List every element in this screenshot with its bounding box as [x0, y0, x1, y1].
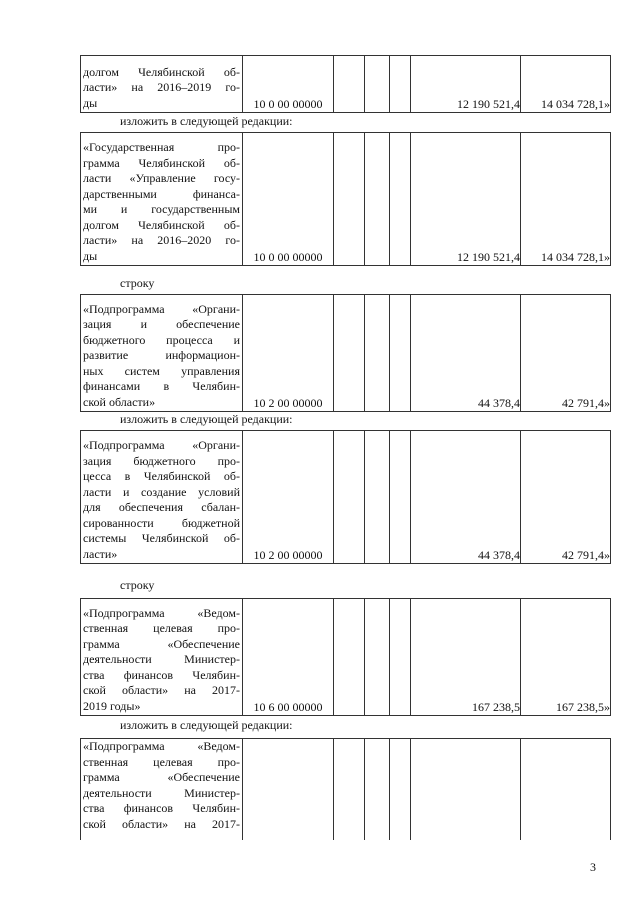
- empty-cell: [365, 431, 390, 564]
- empty-cell: [334, 431, 365, 564]
- row-name-line: системы Челябинской об-: [83, 531, 240, 545]
- row-name-line: грамма «Обеспечение: [83, 636, 240, 651]
- amount-2021: 14 034 728,1»: [521, 133, 611, 266]
- budget-code: [243, 739, 334, 841]
- row-name-line: ласти и создание условий: [83, 484, 240, 499]
- empty-cell: [365, 739, 390, 841]
- row-name-line: «Подпрограмма «Ведом-: [83, 739, 240, 753]
- row-name-line: деятельности Министер-: [83, 652, 240, 666]
- row-name-line: «Подпрограмма «Органи-: [83, 301, 240, 316]
- row-name-line: финансами в Челябин-: [83, 379, 240, 393]
- budget-code: 10 2 00 00000: [243, 295, 334, 412]
- empty-cell: [334, 133, 365, 266]
- empty-cell: [390, 739, 411, 841]
- row-name-cell: [81, 295, 243, 412]
- empty-cell: [365, 133, 390, 266]
- instruction-line: строку: [120, 276, 155, 290]
- row-name-line: сированности бюджетной: [83, 515, 240, 530]
- amount-2021: 14 034 728,1»: [521, 56, 611, 113]
- row-name-line: цесса в Челябинской об-: [83, 469, 240, 483]
- empty-cell: [390, 295, 411, 412]
- row-name-line: ской области»: [83, 394, 156, 409]
- row-name-cell: [81, 431, 243, 564]
- empty-cell: [365, 599, 390, 716]
- row-name-line: развитие информацион-: [83, 348, 240, 362]
- instruction-replace: изложить в следующей редакции:: [120, 114, 293, 128]
- table-block-3: [80, 430, 611, 564]
- row-name-line: ды: [83, 248, 98, 263]
- empty-cell: [390, 56, 411, 113]
- row-name-line: ства финансов Челябин-: [83, 801, 240, 815]
- amount-2020: 44 378,4: [411, 295, 521, 412]
- empty-cell: [334, 56, 365, 113]
- row-name-cell: [81, 739, 243, 841]
- row-name-line: ской области» на 2017-: [83, 683, 240, 697]
- table-block-0: [80, 55, 611, 113]
- amount-2020: 167 238,5: [411, 599, 521, 716]
- row-name-line: «Государственная про-: [83, 140, 240, 154]
- row-name-line: ственная целевая про-: [83, 621, 240, 635]
- instruction-replace: изложить в следующей редакции:: [120, 718, 293, 732]
- empty-cell: [334, 295, 365, 412]
- row-name-line: ласти «Управление госу-: [83, 171, 240, 185]
- empty-cell: [334, 599, 365, 716]
- page-number: 3: [590, 860, 596, 874]
- row-name-line: долгом Челябинской об-: [83, 64, 240, 79]
- instruction-replace: изложить в следующей редакции:: [120, 412, 293, 426]
- table-block-4: [80, 598, 611, 716]
- row-name-line: ской области» на 2017-: [83, 816, 240, 831]
- row-name-line: ственная целевая про-: [83, 754, 240, 769]
- amount-2021: [521, 739, 611, 841]
- row-name-line: бюджетного процесса и: [83, 332, 240, 347]
- row-name-cell: [81, 133, 243, 266]
- budget-code: 10 0 00 00000: [243, 56, 334, 113]
- amount-2021: 167 238,5»: [521, 599, 611, 716]
- row-name-line: зация бюджетного про-: [83, 453, 240, 468]
- row-name-line: ства финансов Челябин-: [83, 667, 240, 682]
- row-name-cell: [81, 599, 243, 716]
- row-name-line: ных систем управления: [83, 363, 240, 378]
- row-name-line: ми и государственным: [83, 202, 240, 216]
- instruction-line: строку: [120, 578, 155, 592]
- empty-cell: [390, 431, 411, 564]
- row-name-line: деятельности Министер-: [83, 785, 240, 800]
- row-name-line: для обеспечения сбалан-: [83, 500, 240, 514]
- amount-2020: 44 378,4: [411, 431, 521, 564]
- empty-cell: [334, 739, 365, 841]
- row-name-line: дарственными финанса-: [83, 186, 240, 201]
- table-block-1: [80, 132, 611, 266]
- row-name-cell: [81, 56, 243, 113]
- row-name-line: грамма «Обеспечение: [83, 770, 240, 784]
- table-block-2: [80, 294, 611, 412]
- empty-cell: [390, 133, 411, 266]
- empty-cell: [365, 56, 390, 113]
- budget-code: 10 6 00 00000: [243, 599, 334, 716]
- amount-2020: [411, 739, 521, 841]
- row-name-line: «Подпрограмма «Органи-: [83, 438, 240, 452]
- amount-2021: 42 791,4»: [521, 431, 611, 564]
- row-name-line: ласти»: [83, 546, 118, 561]
- amount-2021: 42 791,4»: [521, 295, 611, 412]
- empty-cell: [365, 295, 390, 412]
- row-name-line: грамма Челябинской об-: [83, 155, 240, 170]
- budget-code: 10 2 00 00000: [243, 431, 334, 564]
- row-name-line: 2019 годы»: [83, 698, 141, 713]
- row-name-line: «Подпрограмма «Ведом-: [83, 605, 240, 620]
- row-name-line: зация и обеспечение: [83, 317, 240, 331]
- amount-2020: 12 190 521,4: [411, 56, 521, 113]
- row-name-line: долгом Челябинской об-: [83, 217, 240, 232]
- row-name-line: ласти» на 2016–2020 го-: [83, 233, 240, 247]
- row-name-line: ды: [83, 95, 98, 110]
- budget-code: 10 0 00 00000: [243, 133, 334, 266]
- table-block-5: [80, 738, 611, 840]
- empty-cell: [390, 599, 411, 716]
- amount-2020: 12 190 521,4: [411, 133, 521, 266]
- row-name-line: ласти» на 2016–2019 го-: [83, 80, 240, 94]
